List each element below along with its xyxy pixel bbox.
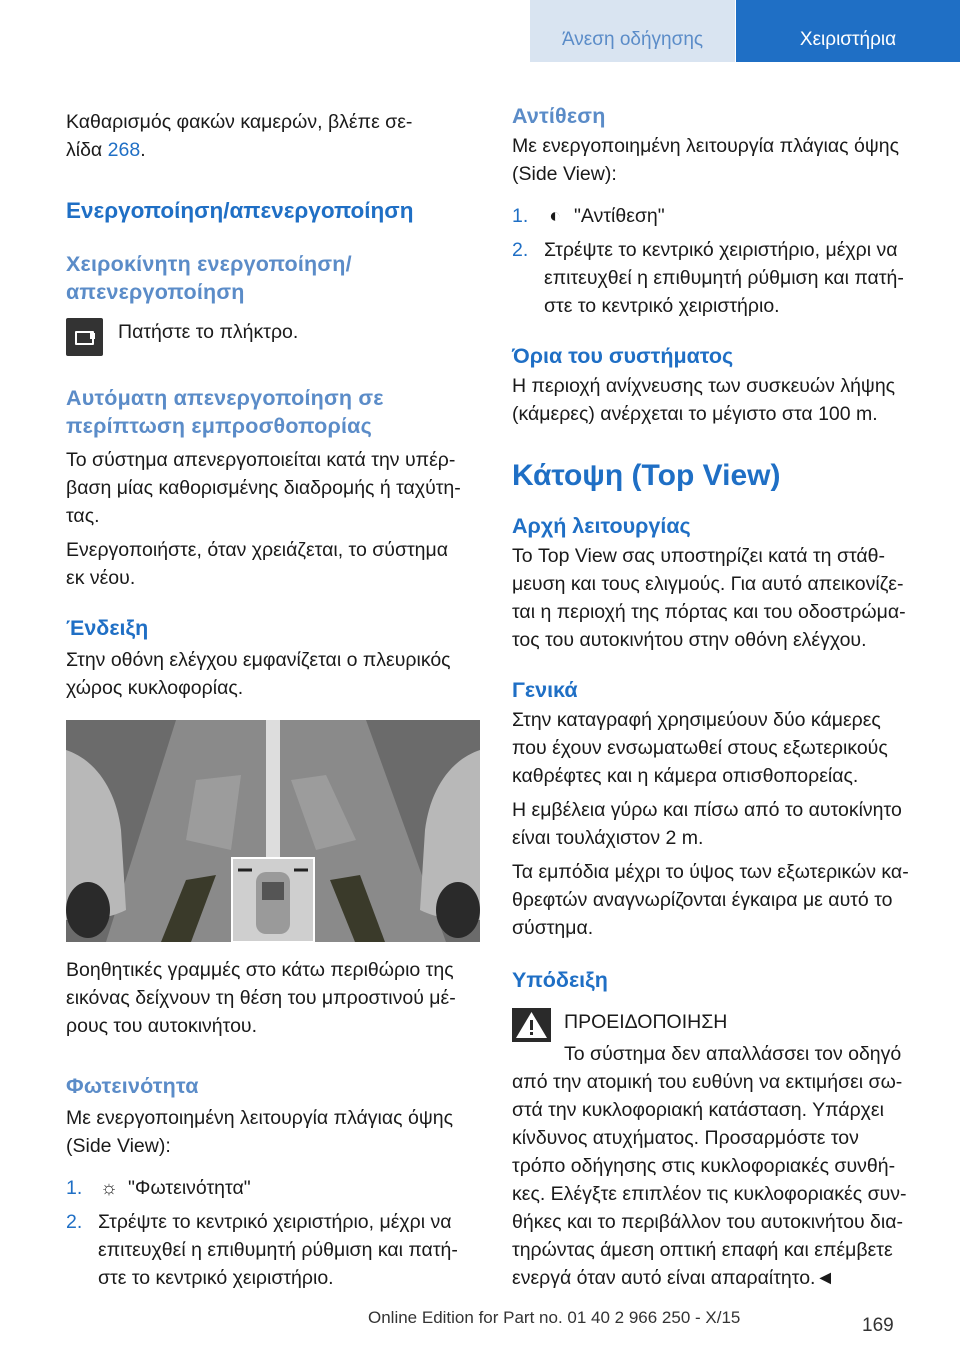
heading-manual-2: απενεργοποίηση	[66, 280, 245, 304]
general-paragraph-3: Τα εμπόδια μέχρι το ύψος των εξωτερικών κα‐ θρεφτών αναγνωρίζονται έγκαιρα με αυτό το σύστημα.	[512, 861, 909, 939]
caption-paragraph: Βοηθητικές γραμμές στο κάτω περιθώριο της εικόνας δείχνουν τη θέση του μπροστινού μέ‐ ρους του αυτοκινήτου.	[66, 959, 456, 1037]
brightness-steps	[66, 1174, 480, 1292]
left-column	[66, 96, 480, 1292]
auto-paragraph-2: Ενεργοποιήστε, όταν χρειάζεται, το σύστημα εκ νέου.	[66, 539, 449, 589]
list-item: 2. Στρέψτε το κεντρικό χειριστήριο, μέχρι να επιτευχθεί η επιθυμητή ρύθμιση και πατή‐ στε το κεντρικό χειριστήριο.	[512, 239, 904, 317]
list-item: 1. ◐ "Αντίθεση"	[512, 202, 926, 230]
heading-activation: Ενεργοποίηση/απενεργοποίηση	[66, 198, 414, 223]
heading-auto-2: περίπτωση εμπροσθοπορίας	[66, 414, 372, 438]
press-button-text: Πατήστε το πλήκτρο.	[118, 321, 299, 343]
warning-triangle-icon	[512, 1008, 551, 1042]
heading-limits: Όρια του συστήματος	[512, 344, 734, 368]
heading-manual-1: Χειροκίνητη ενεργοποίηση/	[66, 252, 352, 276]
auto-paragraph: Το σύστημα απενεργοποιείται κατά την υπέρ‐ βαση μίας καθορισμένης διαδρομής ή ταχύτη‐ τας.	[66, 449, 461, 527]
heading-display: Ένδειξη	[66, 616, 149, 640]
heading-principle: Αρχή λειτουργίας	[512, 514, 691, 538]
heading-auto-1: Αυτόματη απενεργοποίηση σε	[66, 386, 384, 410]
side-view-illustration	[66, 720, 480, 942]
brightness-paragraph: Με ενεργοποιημένη λειτουργία πλάγιας όψης (Side View):	[66, 1107, 453, 1157]
page-number: 169	[862, 1315, 894, 1336]
cleaning-text: Καθαρισμός φακών καμερών, βλέπε σε‐ λίδα 268.	[66, 111, 413, 161]
general-paragraph-2: Η εμβέλεια γύρω και πίσω από το αυτοκίνητο είναι τουλάχιστον 2 m.	[512, 799, 902, 849]
warning-title: ΠΡΟΕΙΔΟΠΟΙΗΣΗ	[564, 1011, 728, 1033]
page-link-268[interactable]: 268	[107, 139, 141, 161]
list-item: 2. Στρέψτε το κεντρικό χειριστήριο, μέχρι να επιτευχθεί η επιθυμητή ρύθμιση και πατή‐ στε το κεντρικό χειριστήριο.	[66, 1211, 458, 1289]
edition-footer: Online Edition for Part no. 01 40 2 966 250 - X/15	[368, 1308, 741, 1327]
contrast-paragraph: Με ενεργοποιημένη λειτουργία πλάγιας όψης (Side View):	[512, 135, 899, 185]
side-view-button-icon	[66, 318, 103, 356]
tab-controls[interactable]: Χειριστήρια	[736, 0, 960, 62]
warning-paragraph: από την ατομική του ευθύνη να εκτιμήσει σω‐ στά την κυκλοφοριακή κατάσταση. Υπάρχει κίνδυνος ατυχήματος. Προσαρμόστε τον τρόπο οδήγησης στις κυκλοφοριακές συνθή‐ κες. Ελέγξτε επιπλέον τις κυκλοφοριακές συν‐ θήκες και το περιβάλλον του αυτοκινήτου δια‐ τηρώντας άμεση οπτική επαφή και επέμβετε ενεργά όταν αυτό είναι απαραίτητο.◄	[512, 1071, 907, 1289]
heading-top-view: Κάτοψη (Top View)	[512, 459, 781, 492]
brightness-icon: ☼	[100, 1177, 118, 1199]
heading-general: Γενικά	[512, 678, 578, 702]
right-column	[512, 96, 926, 1292]
heading-brightness: Φωτεινότητα	[66, 1074, 199, 1098]
warning-block	[512, 1008, 926, 1292]
heading-contrast: Αντίθεση	[512, 104, 606, 128]
contrast-steps	[512, 202, 926, 320]
side-view-camera-image	[66, 720, 480, 942]
heading-note: Υπόδειξη	[512, 968, 608, 992]
list-item: 1. ☼ "Φωτεινότητα"	[66, 1174, 480, 1202]
general-paragraph: Στην καταγραφή χρησιμεύουν δύο κάμερες που έχουν ενσωματωθεί στους εξωτερικούς καθρέφτες και η κάμερα οπισθοπορείας.	[512, 709, 888, 787]
display-paragraph: Στην οθόνη ελέγχου εμφανίζεται ο πλευρικός χώρος κυκλοφορίας.	[66, 649, 451, 699]
tab-comfort-driving[interactable]: Άνεση οδήγησης	[530, 0, 735, 62]
principle-paragraph: Το Top View σας υποστηρίζει κατά τη στάθ‐ μευση και τους ελιγμούς. Για αυτό απεικονίζε‐ ται η περιοχή της πόρτας και του οδοστρώμα‐ τος του αυτοκινήτου στην οθόνη ελέγχου.	[512, 545, 906, 651]
limits-paragraph: Η περιοχή ανίχνευσης των συσκευών λήψης (κάμερες) ανέρχεται το μέγιστο στα 100 m.	[512, 375, 896, 425]
warning-first-line: Το σύστημα δεν απαλλάσσει τον οδηγό	[564, 1043, 902, 1065]
contrast-icon: ◐	[549, 205, 561, 227]
button-instruction	[66, 318, 480, 358]
